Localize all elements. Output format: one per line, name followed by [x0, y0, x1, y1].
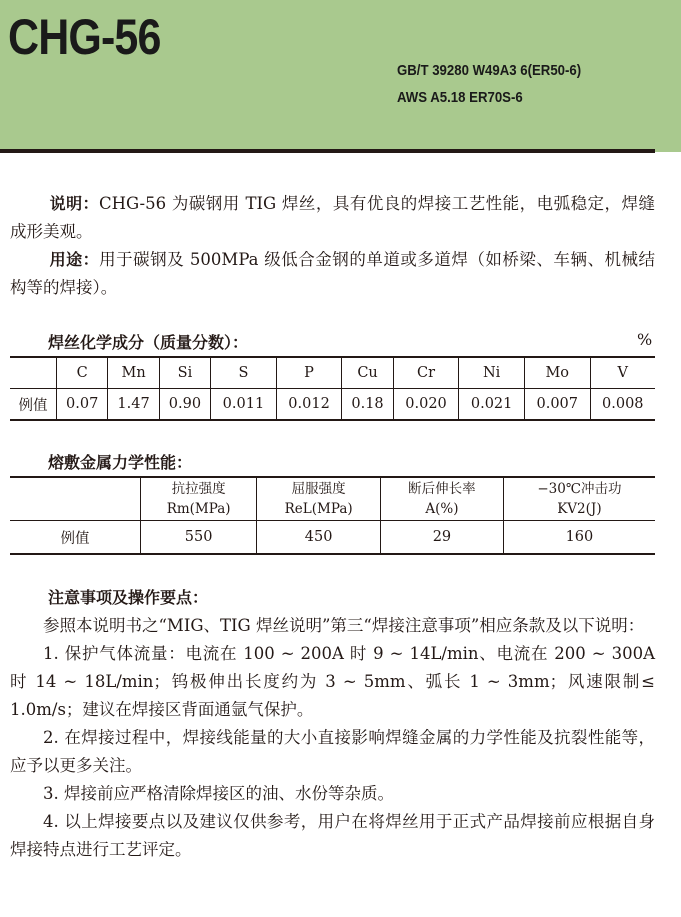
notes-intro: 参照本说明书之“MIG、TIG 焊丝说明”第三“焊接注意事项”相应条款及以下说明：: [43, 616, 645, 635]
property-unit: ReL(MPa): [284, 501, 353, 517]
property-name: 屈服强度: [291, 481, 346, 497]
element-value: 0.007: [524, 389, 590, 421]
element-header: Si: [159, 357, 210, 389]
element-value: 0.020: [393, 389, 459, 421]
chemical-title: 焊丝化学成分（质量分数）：: [48, 333, 249, 352]
property-header: [257, 477, 381, 521]
notes-section: [10, 612, 655, 864]
element-value: 0.07: [57, 389, 108, 421]
element-value: 1.47: [108, 389, 159, 421]
property-unit: Rm(MPa): [166, 501, 231, 517]
element-header: Mn: [108, 357, 159, 389]
property-header: [141, 477, 257, 521]
table-row: [10, 389, 655, 421]
header-rule: [0, 149, 655, 153]
property-unit: A(%): [425, 501, 459, 517]
description-label: 说明：: [49, 194, 100, 213]
note-item: 1. 保护气体流量：电流在 100 ~ 200A 时 9 ~ 14L/min、电流在 200 ~ 300A 时 14 ~ 18L/min；钨极伸出长度约为 3 ~ 5mm、弧长 1 ~ 3mm；风速限制≤ 1.0m/s；建议在焊接区背面通氩气保护。: [10, 644, 655, 719]
element-header: Cr: [393, 357, 459, 389]
element-header: S: [211, 357, 277, 389]
element-value: 0.90: [159, 389, 210, 421]
table-row: [10, 477, 655, 521]
standard-gb: GB/T 39280 W49A3 6(ER50-6): [397, 62, 582, 79]
element-header: V: [590, 357, 655, 389]
mechanical-title: 熔敷金属力学性能：: [48, 453, 193, 472]
property-value: 29: [381, 521, 504, 555]
description-section: [10, 190, 655, 302]
property-name: −30℃冲击功: [537, 481, 622, 497]
element-value: 0.021: [459, 389, 525, 421]
row-label: 例值: [10, 389, 57, 421]
element-value: 0.18: [342, 389, 393, 421]
property-header: [503, 477, 655, 521]
property-value: 160: [503, 521, 655, 555]
note-item: 3. 焊接前应严格清除焊接区的油、水份等杂质。: [43, 784, 394, 803]
property-unit: KV2(J): [557, 501, 602, 517]
header-cell-blank: [10, 477, 141, 521]
row-label: 例值: [10, 521, 141, 555]
property-value: 550: [141, 521, 257, 555]
property-value: 450: [257, 521, 381, 555]
chemical-unit: %: [637, 330, 653, 349]
property-name: 抗拉强度: [171, 481, 226, 497]
table-row: [10, 357, 655, 389]
element-value: 0.008: [590, 389, 655, 421]
description-text: CHG-56 为碳钢用 TIG 焊丝，具有优良的焊接工艺性能，电弧稳定，焊缝成形美观。: [10, 194, 655, 241]
element-header: P: [276, 357, 342, 389]
element-value: 0.011: [211, 389, 277, 421]
chemical-table: [10, 356, 655, 421]
property-header: [381, 477, 504, 521]
product-title: CHG-56: [8, 9, 161, 65]
element-header: Cu: [342, 357, 393, 389]
note-item: 4. 以上焊接要点以及建议仅供参考，用户在将焊丝用于正式产品焊接前应根据自身焊接特点进行工艺评定。: [10, 812, 655, 859]
usage-text: 用于碳钢及 500MPa 级低合金钢的单道或多道焊（如桥梁、车辆、机械结构等的焊接）。: [10, 250, 655, 297]
mechanical-table: [10, 476, 655, 555]
table-row: [10, 521, 655, 555]
element-header: Mo: [524, 357, 590, 389]
header-cell-blank: [10, 357, 57, 389]
standard-aws: AWS A5.18 ER70S-6: [397, 89, 523, 106]
property-name: 断后伸长率: [408, 481, 476, 497]
element-value: 0.012: [276, 389, 342, 421]
notes-title: 注意事项及操作要点：: [48, 588, 209, 607]
note-item: 2. 在焊接过程中，焊接线能量的大小直接影响焊缝金属的力学性能及抗裂性能等，应予以更多关注。: [10, 728, 655, 775]
element-header: Ni: [459, 357, 525, 389]
element-header: C: [57, 357, 108, 389]
usage-label: 用途：: [49, 250, 100, 269]
